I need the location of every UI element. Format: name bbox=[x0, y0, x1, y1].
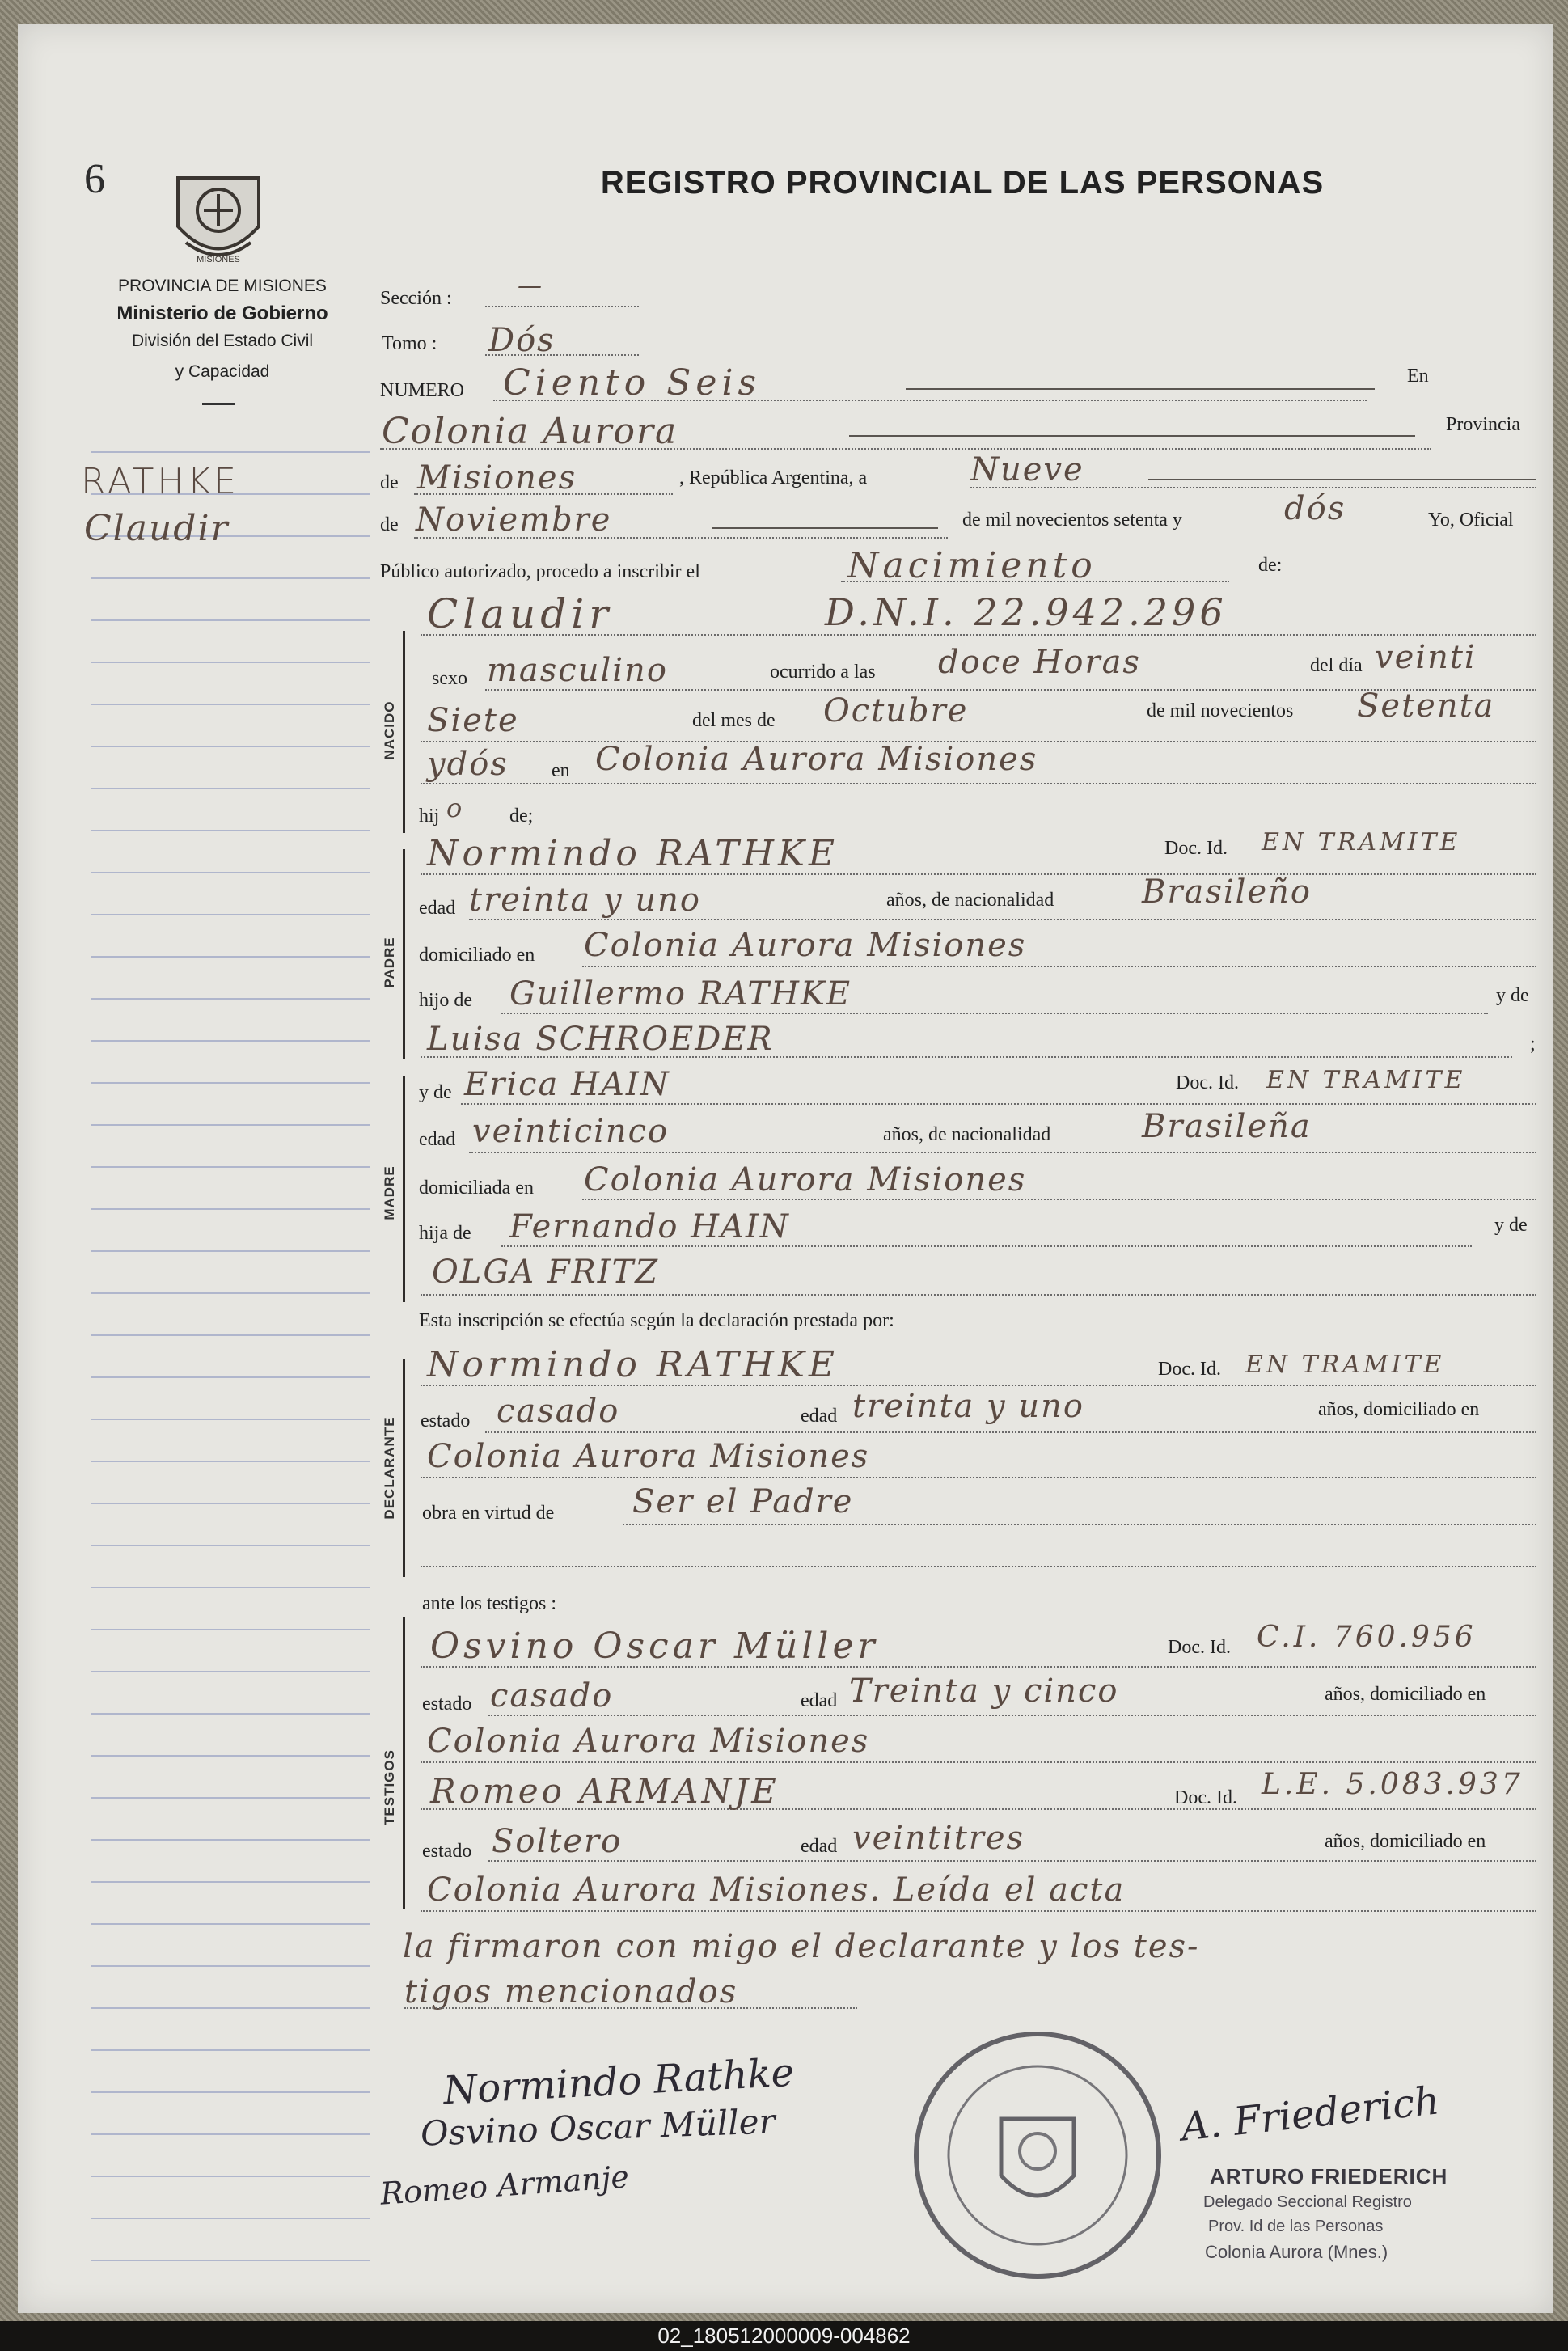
margin-rule bbox=[91, 1503, 370, 1504]
value-decl-obra: Ser el Padre bbox=[632, 1483, 854, 1520]
value-decl-estado: casado bbox=[497, 1393, 620, 1430]
label-t1-estado: estado bbox=[422, 1693, 472, 1715]
label-republica: , República Argentina, a bbox=[679, 467, 868, 488]
margin-rule bbox=[91, 1040, 370, 1042]
value-madre-doc: EN TRAMITE bbox=[1266, 1066, 1466, 1094]
margin-rule bbox=[91, 1755, 370, 1757]
value-numero: Ciento Seis bbox=[503, 362, 762, 404]
footer-filename: 02_180512000009-004862 bbox=[0, 2321, 1568, 2351]
margin-rule bbox=[91, 1376, 370, 1378]
label-t1-doc: Doc. Id. bbox=[1168, 1637, 1231, 1658]
label-del-mes: del mes de bbox=[692, 710, 776, 731]
label-padre-edad: edad bbox=[419, 898, 456, 919]
value-hijo-suffix: o bbox=[446, 793, 464, 823]
value-hora: doce Horas bbox=[938, 644, 1141, 681]
value-t2-dom: Colonia Aurora Misiones. Leída el acta bbox=[427, 1871, 1126, 1909]
label-hija-de: hija de bbox=[419, 1223, 471, 1244]
margin-rule bbox=[91, 1587, 370, 1588]
line-t1-dom bbox=[421, 1761, 1536, 1763]
margin-rule bbox=[91, 1629, 370, 1630]
margin-rule bbox=[91, 2049, 370, 2051]
margin-rule bbox=[91, 914, 370, 915]
margin-rule bbox=[91, 746, 370, 747]
dash-lugar bbox=[849, 435, 1415, 437]
label-numero: NUMERO bbox=[380, 380, 465, 401]
line-seccion bbox=[485, 306, 639, 307]
margin-rule bbox=[91, 1881, 370, 1883]
side-label-nacido: NACIDO bbox=[382, 700, 397, 760]
value-t1-doc: C.I. 760.956 bbox=[1257, 1621, 1477, 1654]
value-seccion: — bbox=[518, 272, 543, 300]
margin-rule bbox=[91, 1461, 370, 1462]
margin-rule bbox=[91, 2176, 370, 2177]
line-padre-edad bbox=[469, 919, 1536, 920]
value-abuelo-p: Guillermo RATHKE bbox=[509, 975, 852, 1013]
signature-testigo-1: Osvino Oscar Müller bbox=[420, 2101, 776, 2154]
line-madre-nombre bbox=[461, 1103, 1536, 1105]
ministry-label: Ministerio de Gobierno bbox=[116, 302, 328, 324]
bracket-padre bbox=[403, 849, 405, 1059]
margin-rule bbox=[91, 704, 370, 705]
value-dia: Nueve bbox=[970, 451, 1084, 488]
label-padre-doc: Doc. Id. bbox=[1164, 838, 1228, 859]
label-yo-oficial: Yo, Oficial bbox=[1428, 510, 1514, 531]
value-decl-edad: treinta y uno bbox=[852, 1388, 1084, 1425]
margin-rule bbox=[91, 1250, 370, 1252]
dash-mes bbox=[712, 527, 938, 529]
bracket-declarante bbox=[403, 1359, 405, 1577]
value-mes: Noviembre bbox=[416, 501, 612, 539]
value-dia-nac-2: Siete bbox=[427, 702, 519, 739]
value-abuelo-m: Fernando HAIN bbox=[509, 1208, 790, 1245]
value-anio: dós bbox=[1284, 490, 1346, 527]
label-padre-nac: años, de nacionalidad bbox=[886, 890, 1054, 911]
margin-rule bbox=[91, 1923, 370, 1925]
value-t1-dom: Colonia Aurora Misiones bbox=[427, 1723, 870, 1760]
value-acto: Nacimiento bbox=[847, 545, 1097, 586]
line-abuelo-m bbox=[501, 1245, 1472, 1247]
margin-rule bbox=[91, 1965, 370, 1967]
label-t2-doc: Doc. Id. bbox=[1174, 1787, 1237, 1808]
label-de: de bbox=[380, 472, 399, 493]
label-decl-doc: Doc. Id. bbox=[1158, 1359, 1221, 1380]
label-mil-nov: de mil novecientos setenta y bbox=[962, 510, 1182, 531]
margin-rule bbox=[91, 619, 370, 621]
label-del-dia: del día bbox=[1310, 655, 1363, 676]
label-decl-edad: edad bbox=[801, 1406, 838, 1427]
line-obra-2 bbox=[421, 1566, 1536, 1567]
label-ocurrido: ocurrido a las bbox=[770, 662, 876, 683]
value-t2-edad: veintitres bbox=[852, 1820, 1025, 1857]
label-t2-anos: años, domiciliado en bbox=[1325, 1831, 1486, 1852]
value-padre-doc: EN TRAMITE bbox=[1262, 828, 1461, 856]
value-padre-edad: treinta y uno bbox=[469, 882, 701, 919]
stamp-line-2: Delegado Seccional Registro bbox=[1203, 2193, 1412, 2211]
value-t2-estado: Soltero bbox=[492, 1823, 623, 1860]
value-abuela-m: OLGA FRITZ bbox=[432, 1254, 660, 1291]
value-mes-nac: Octubre bbox=[823, 692, 969, 729]
label-de-2: de bbox=[380, 514, 399, 535]
margin-rule bbox=[91, 1797, 370, 1799]
value-madre-nombre: Erica HAIN bbox=[464, 1066, 670, 1103]
dash-numero bbox=[906, 388, 1375, 390]
line-t1-estado bbox=[488, 1715, 1536, 1716]
bracket-nacido bbox=[403, 631, 405, 833]
side-label-declarante: DECLARANTE bbox=[382, 1416, 397, 1520]
margin-rule bbox=[91, 2218, 370, 2219]
header-dash bbox=[202, 403, 235, 405]
page-title: REGISTRO PROVINCIAL DE LAS PERSONAS bbox=[600, 165, 1325, 201]
label-t1-anos: años, domiciliado en bbox=[1325, 1684, 1486, 1705]
dash-dia bbox=[1148, 479, 1536, 480]
stamp-line-4: Colonia Aurora (Mnes.) bbox=[1205, 2242, 1388, 2262]
label-semicolon: ; bbox=[1530, 1034, 1536, 1055]
label-publico: Público autorizado, procedo a inscribir el bbox=[380, 561, 700, 582]
value-padre-nac: Brasileño bbox=[1142, 873, 1312, 911]
value-anio-nac: Setenta bbox=[1357, 687, 1495, 725]
margin-rule bbox=[91, 956, 370, 958]
line-madre-edad bbox=[469, 1152, 1536, 1153]
margin-rule bbox=[91, 1545, 370, 1546]
label-y-de-2: y de bbox=[419, 1082, 452, 1103]
page-number: 6 bbox=[84, 156, 105, 202]
label-decl-estado: estado bbox=[421, 1410, 471, 1431]
value-decl-dom: Colonia Aurora Misiones bbox=[427, 1438, 870, 1475]
division-label: División del Estado Civil bbox=[131, 332, 314, 350]
line-padre-dom bbox=[582, 966, 1536, 967]
line-abuela-m bbox=[421, 1294, 1536, 1296]
margin-rule bbox=[91, 1082, 370, 1084]
stamp-name: ARTURO FRIEDERICH bbox=[1210, 2164, 1448, 2188]
label-t1-edad: edad bbox=[801, 1690, 838, 1711]
line-decl-dom bbox=[421, 1477, 1536, 1478]
label-de-semicolon: de; bbox=[509, 806, 534, 827]
value-padre-nombre: Normindo RATHKE bbox=[427, 833, 839, 874]
closing-line-1: la firmaron con migo el declarante y los tes- bbox=[403, 1928, 1200, 1965]
margin-rule bbox=[91, 1671, 370, 1672]
signature-testigo-2: Romeo Armanje bbox=[378, 2159, 631, 2212]
label-de-colon: de: bbox=[1258, 555, 1283, 576]
label-ante: ante los testigos : bbox=[422, 1593, 556, 1614]
margin-rule bbox=[91, 1166, 370, 1168]
coat-of-arms-icon bbox=[162, 162, 275, 275]
signature-oficial: A. Friederich bbox=[1178, 2078, 1442, 2150]
side-label-madre: MADRE bbox=[382, 1165, 397, 1220]
label-madre-doc: Doc. Id. bbox=[1176, 1072, 1239, 1093]
value-lugar: Colonia Aurora bbox=[382, 411, 678, 452]
label-tomo: Tomo : bbox=[382, 333, 437, 354]
line-decl-estado bbox=[485, 1431, 1536, 1433]
margin-rule bbox=[91, 451, 370, 453]
margin-rule bbox=[91, 577, 370, 579]
margin-rule bbox=[91, 830, 370, 831]
label-y-de-3: y de bbox=[1494, 1215, 1528, 1236]
label-provincia: Provincia bbox=[1446, 414, 1520, 435]
value-nombre: Claudir bbox=[427, 590, 614, 637]
value-padre-dom: Colonia Aurora Misiones bbox=[584, 927, 1027, 964]
value-t1-estado: casado bbox=[490, 1677, 614, 1715]
division-label-2: y Capacidad bbox=[175, 362, 270, 381]
label-hijo-de: hijo de bbox=[419, 990, 472, 1011]
margin-rule bbox=[91, 998, 370, 1000]
province-label: PROVINCIA DE MISIONES bbox=[118, 277, 327, 295]
official-round-seal-icon bbox=[904, 2022, 1171, 2289]
margin-rule bbox=[91, 2260, 370, 2261]
margin-surname: RATHKE bbox=[81, 461, 240, 502]
margin-rule bbox=[91, 1713, 370, 1715]
label-de-mil-nov: de mil novecientos bbox=[1147, 700, 1294, 721]
label-sexo: sexo bbox=[432, 668, 467, 689]
margin-rule bbox=[91, 1208, 370, 1210]
margin-rule bbox=[91, 1839, 370, 1841]
margin-rule bbox=[91, 2133, 370, 2135]
side-label-padre: PADRE bbox=[382, 937, 397, 988]
seal-label: MISIONES bbox=[197, 255, 240, 264]
value-t2-doc: L.E. 5.083.937 bbox=[1262, 1768, 1524, 1801]
line-abuelo-p bbox=[501, 1013, 1488, 1014]
value-provincia: Misiones bbox=[417, 459, 577, 497]
label-madre-dom: domiciliada en bbox=[419, 1178, 534, 1199]
line-madre-dom bbox=[582, 1199, 1536, 1200]
label-madre-edad: edad bbox=[419, 1129, 456, 1150]
bracket-madre bbox=[403, 1076, 405, 1302]
label-madre-nac: años, de nacionalidad bbox=[883, 1124, 1051, 1145]
label-esta-inscripcion: Esta inscripción se efectúa según la declaración prestada por: bbox=[419, 1310, 894, 1331]
value-dia-nac: veinti bbox=[1375, 639, 1477, 676]
value-abuela-p: Luisa SCHROEDER bbox=[427, 1021, 774, 1058]
signature-declarante: Normindo Rathke bbox=[442, 2049, 796, 2114]
margin-rule bbox=[91, 1292, 370, 1294]
label-y-de: y de bbox=[1496, 985, 1529, 1006]
line-closing bbox=[404, 2007, 857, 2009]
label-obra: obra en virtud de bbox=[422, 1503, 555, 1524]
value-dni: D.N.I. 22.942.296 bbox=[825, 590, 1228, 634]
value-lugar-nac: Colonia Aurora Misiones bbox=[595, 741, 1038, 778]
label-en-2: en bbox=[552, 760, 570, 781]
bracket-testigos bbox=[403, 1617, 405, 1909]
margin-rule bbox=[91, 2091, 370, 2093]
value-decl-nombre: Normindo RATHKE bbox=[427, 1344, 839, 1385]
margin-rule bbox=[91, 872, 370, 873]
side-label-testigos: TESTIGOS bbox=[382, 1749, 397, 1825]
value-madre-nac: Brasileña bbox=[1142, 1108, 1312, 1145]
label-t2-edad: edad bbox=[801, 1836, 838, 1857]
margin-rule bbox=[91, 662, 370, 663]
line-t2-estado bbox=[488, 1860, 1536, 1862]
line-t2-dom bbox=[421, 1910, 1536, 1912]
value-t1-nombre: Osvino Oscar Müller bbox=[430, 1626, 879, 1667]
value-decl-doc: EN TRAMITE bbox=[1245, 1351, 1445, 1379]
margin-rule bbox=[91, 788, 370, 789]
label-en: En bbox=[1407, 366, 1429, 387]
label-decl-anos: años, domiciliado en bbox=[1318, 1399, 1480, 1420]
label-seccion: Sección : bbox=[380, 288, 452, 309]
label-t2-estado: estado bbox=[422, 1841, 472, 1862]
line-lugar-nac bbox=[421, 783, 1536, 784]
line-obra bbox=[623, 1524, 1536, 1525]
value-madre-dom: Colonia Aurora Misiones bbox=[584, 1161, 1027, 1199]
value-t1-edad: Treinta y cinco bbox=[849, 1672, 1119, 1710]
value-t2-nombre: Romeo ARMANJE bbox=[430, 1771, 780, 1811]
margin-rule bbox=[91, 1334, 370, 1336]
margin-rule bbox=[91, 1419, 370, 1420]
margin-given-name: Claudir bbox=[84, 508, 230, 549]
margin-rule bbox=[91, 2007, 370, 2009]
label-hijo: hij bbox=[419, 806, 440, 827]
stamp-line-3: Prov. Id de las Personas bbox=[1208, 2218, 1384, 2235]
margin-rule bbox=[91, 1124, 370, 1126]
label-padre-dom: domiciliado en bbox=[419, 945, 535, 966]
value-sexo: masculino bbox=[487, 652, 668, 689]
closing-line-2: tigos mencionados bbox=[404, 1973, 738, 2011]
value-tomo: Dós bbox=[488, 322, 556, 359]
value-madre-edad: veinticinco bbox=[472, 1113, 670, 1150]
value-anio-nac-2: ydós bbox=[427, 746, 509, 783]
